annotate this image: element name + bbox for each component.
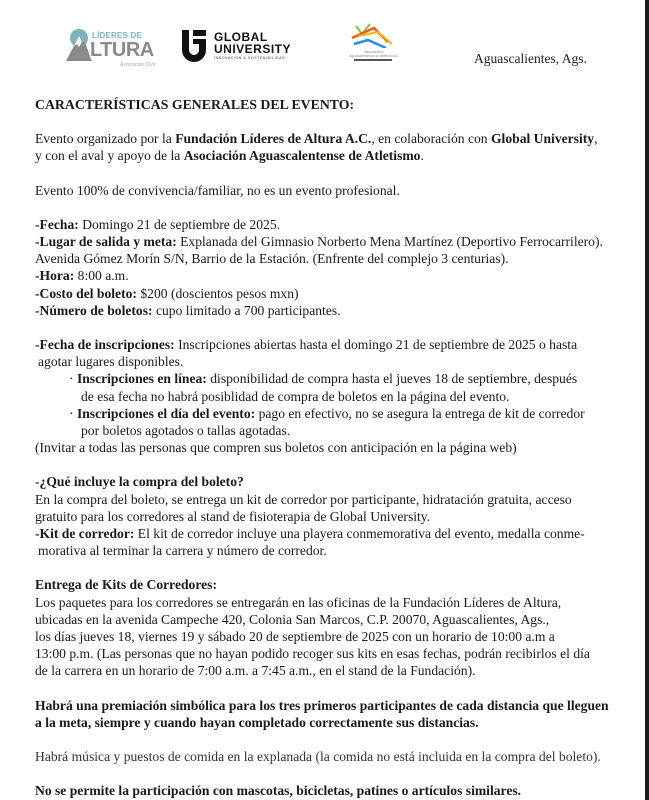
incluye-heading [35, 473, 625, 490]
athletics-star-icon [348, 22, 398, 48]
detail-label: -Fecha: [35, 216, 79, 232]
inscripciones-paragraph [35, 336, 625, 370]
entrega-line: Los paquetes para los corredores se entregarán en las oficinas de la Fundación Líderes de Altura, [35, 594, 562, 610]
bullet-label: Inscripciones en línea: [76, 371, 207, 387]
premiacion-paragraph [35, 697, 625, 731]
entrega-paragraph [35, 594, 625, 680]
document-body [35, 96, 625, 800]
detail-label: -Costo del boleto: [35, 285, 137, 301]
premiacion-line: Habrá una premiación simbólica para los tres primeros participantes de cada distancia que lleguen [35, 697, 609, 713]
event-nature: Evento 100% de convivencia/familiar, no es un evento profesional. [35, 182, 400, 198]
page-edge-shadow [645, 0, 649, 800]
detail-costo [35, 285, 625, 302]
global-university-mark-icon [180, 30, 208, 62]
bullet-icon: · [69, 405, 74, 421]
detail-fecha [35, 216, 625, 233]
partner-name: Global University [490, 131, 595, 147]
intro-text: . [420, 148, 424, 164]
detail-value: 8:00 a.m. [74, 268, 129, 284]
intro-text: , [594, 131, 598, 147]
logo-tagline: INNOVACIÓN & SOSTENIBILIDAD [214, 56, 286, 60]
organizer-name: Fundación Líderes de Altura A.C. [175, 131, 372, 147]
incluye-text: gratuito para los corredores al stand de fisioterapia de Global University. [35, 508, 431, 524]
entrega-line: ubicadas en la avenida Campeche 420, Colonia San Marcos, C.P. 20070, Aguascalientes, Ags., [35, 611, 550, 627]
detail-label: -Kit de corredor: [35, 526, 135, 542]
detail-value: Avenida Gómez Morín S/N, Barrio de la Estación. (Enfrente del complejo 3 centurias). [35, 251, 509, 267]
entrega-title [35, 576, 625, 593]
detail-value: Inscripciones abiertas hasta el domingo 21 de septiembre de 2025 o hasta [174, 337, 578, 353]
logo-underline [354, 59, 392, 61]
detail-value: Domingo 21 de septiembre de 2025. [78, 216, 281, 232]
inscripciones-note: (Invitar a todas las personas que compren sus boletos con anticipación en la página web) [35, 440, 517, 456]
detail-value: El kit de corredor incluye una playera conmemorativa del evento, medalla conme- [134, 526, 585, 542]
city-location: Aguascalientes, Ags. [474, 51, 587, 66]
entrega-line: los días jueves 18, viernes 19 y sábado 20 de septiembre de 2025 con un horario de 10:00 a.m a [35, 629, 555, 645]
intro-text: , en colaboración con [371, 131, 491, 147]
bullet-value: disponibilidad de compra hasta el jueves 18 de septiembre, después [206, 371, 578, 387]
lideres-de-altura-logo [62, 22, 162, 68]
intro-text: Evento organizado por la [35, 131, 176, 147]
detail-lugar [35, 233, 625, 267]
detail-value: agotar lugares disponibles. [38, 354, 184, 370]
global-university-logo [180, 28, 315, 64]
detail-hora [35, 267, 625, 284]
intro-paragraph [35, 130, 625, 164]
incluye-text: En la compra del boleto, se entrega un kit de corredor por participante, hidratación gratuita, acceso [35, 491, 572, 507]
premiacion-line: a la meta, siempre y cuando hayan completado correctamente sus distancias. [35, 714, 479, 730]
detail-numero [35, 302, 625, 319]
logo-text-top: LÍDERES DE [92, 31, 143, 40]
bullet-dia-evento [35, 405, 625, 439]
bullet-label: Inscripciones el día del evento: [76, 405, 256, 421]
incluye-paragraph [35, 491, 625, 525]
detail-label: -Hora: [35, 268, 75, 284]
entrega-title-text: Entrega de Kits de Corredores: [35, 577, 217, 593]
musica-paragraph: Habrá música y puestos de comida en la explanada (la comida no está incluida en la compra del boleto). [35, 749, 601, 765]
detail-value: Explanada del Gimnasio Norberto Mena Martínez (Deportivo Ferrocarrilero). [176, 234, 603, 250]
logo-text-global: GLOBAL [214, 30, 268, 44]
incluye-label: ¿Qué incluye la compra del boleto? [39, 474, 244, 490]
prohibido-text: No se permite la participación con mascotas, bicicletas, patines o artículos similares. [35, 783, 522, 799]
detail-label: -Número de boletos: [35, 302, 153, 318]
detail-value: cupo limitado a 700 participantes. [152, 302, 341, 318]
dash: - [35, 474, 40, 490]
detail-value: $200 (doscientos pesos mxn) [136, 285, 299, 301]
detail-label: -Lugar de salida y meta: [35, 234, 177, 250]
entrega-line: 13:00 p.m. (Las personas que no hayan podido recoger sus kits en esas fechas, podrán recibirlos el día [35, 646, 590, 662]
logo-text-university: UNIVERSITY [214, 42, 292, 56]
detail-value: morativa al terminar la carrera y número de corredor. [38, 543, 327, 559]
entrega-line: de la carrera en un horario de 7:00 a.m. a 7:45 a.m., en el stand de la Fundación). [35, 663, 476, 679]
bullet-value: de esa fecha no habrá posiblidad de compra de boletos en la página del evento. [81, 388, 510, 404]
bullet-value: por boletos agotados o tallas agotadas. [81, 423, 291, 439]
logo-text-asociacion-name: Aguascalentense de Atletismo AC [349, 54, 399, 58]
logo-text-main: ALTURA [76, 39, 154, 61]
detail-label: -Fecha de inscripciones: [35, 337, 175, 353]
intro-text: y con el aval y apoyo de la [35, 148, 184, 164]
kit-paragraph [35, 525, 625, 559]
asociacion-atletismo-logo [338, 22, 410, 66]
sponsor-name: Asociación Aguascalentense de Atletismo [183, 148, 421, 164]
logo-text-sub: Asociación Civil [120, 62, 156, 68]
prohibido-paragraph [35, 782, 625, 799]
bullet-online [35, 370, 625, 404]
logo-text-asociacion: Asociación [364, 49, 384, 54]
bullet-icon: · [69, 371, 74, 387]
section-title: CARACTERÍSTICAS GENERALES DEL EVENTO: [35, 97, 355, 112]
bullet-value: pago en efectivo, no se asegura la entrega de kit de corredor [255, 405, 585, 421]
